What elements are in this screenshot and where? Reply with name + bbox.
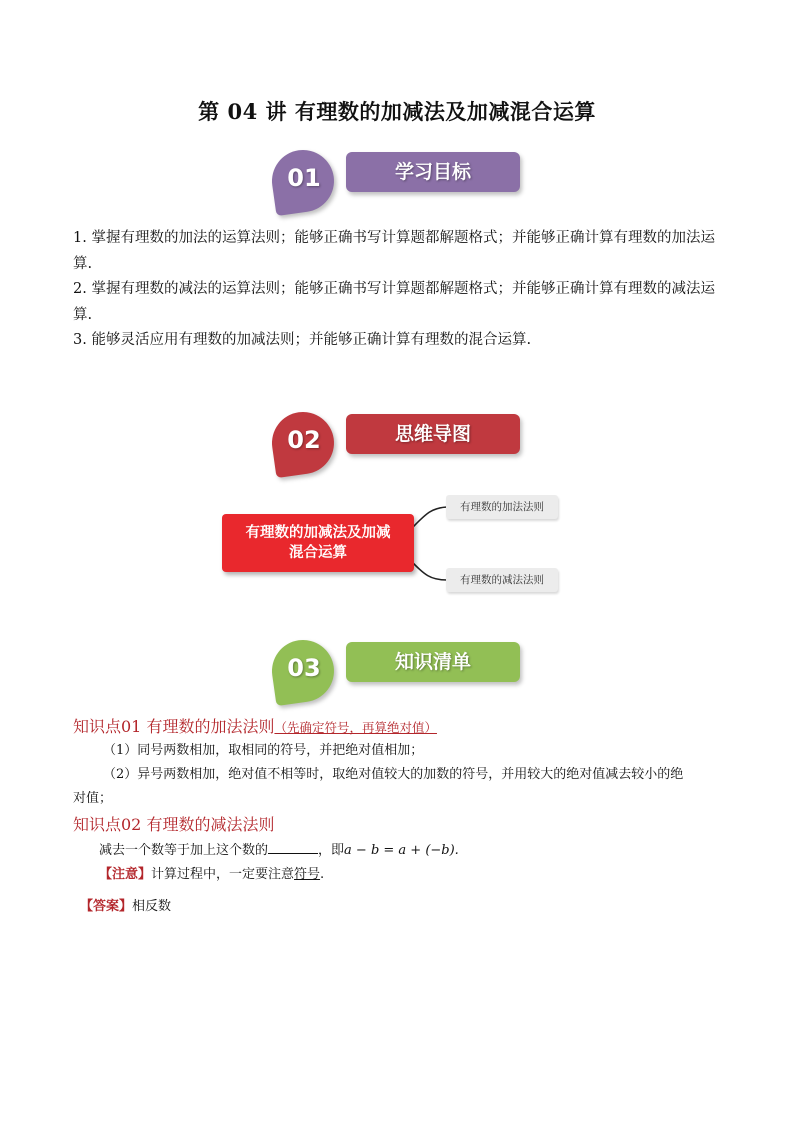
kp2-rule-prefix: 减去一个数等于加上这个数的 [99,843,269,858]
goal-item: 2. 掌握有理数的减法的运算法则；能够正确书写计算题都解题格式；并能够正确计算有理数的减法运算. [73,281,715,323]
note-emphasis: 符号 [294,867,321,882]
kp1-note: （先确定符号，再算绝对值） [274,720,437,735]
section-label: 思维导图 [346,414,520,454]
section-label: 学习目标 [346,152,520,192]
fill-in-blank [268,839,318,854]
answer-text: 相反数 [132,899,172,914]
note-text: 计算过程中，一定要注意 [151,867,295,882]
goal-item: 3. 能够灵活应用有理数的加减法则；并能够正确计算有理数的混合运算. [73,332,532,348]
note-end: . [320,867,325,882]
kp1-rule-2: （2）异号两数相加，绝对值不相等时，取绝对值较大的加数的符号，并用较大的绝对值减去较小的绝 [103,767,684,782]
mindmap-center-line2: 混合运算 [289,545,347,561]
kp2-rule-mid: ，即 [318,843,345,858]
kp2-rule [99,839,719,863]
section-number: 02 [287,426,321,454]
kp2-formula: a − b = a + (−b). [344,843,459,858]
kp2-answer [80,895,700,919]
mindmap-center-node [222,514,414,572]
page-title: 第 04 讲 有理数的加减法及加减混合运算 [198,99,596,124]
kp1-rule-2-cont: 对值； [73,791,113,806]
kp2-note [99,863,719,887]
section-number: 03 [287,654,321,682]
mindmap-leaf-subtraction: 有理数的减法法则 [446,568,558,592]
section-label: 知识清单 [346,642,520,682]
kp1-title: 知识点01 有理数的加法法则 [73,717,275,736]
kp1-rule-1: （1）同号两数相加，取相同的符号，并把绝对值相加； [103,743,424,758]
section-number: 01 [287,164,321,192]
answer-label: 【答案】 [80,899,133,914]
note-label: 【注意】 [99,867,152,882]
mindmap-leaf-addition: 有理数的加法法则 [446,495,558,519]
knowledge-point-1-heading [73,714,437,737]
mindmap-center-line1: 有理数的加减法及加减 [245,525,391,541]
section-header-knowledge [272,640,522,710]
knowledge-point-2-heading: 知识点02 有理数的减法法则 [73,815,275,834]
goal-item: 1. 掌握有理数的加法的运算法则；能够正确书写计算题都解题格式；并能够正确计算有理数的加法运算. [73,230,715,272]
